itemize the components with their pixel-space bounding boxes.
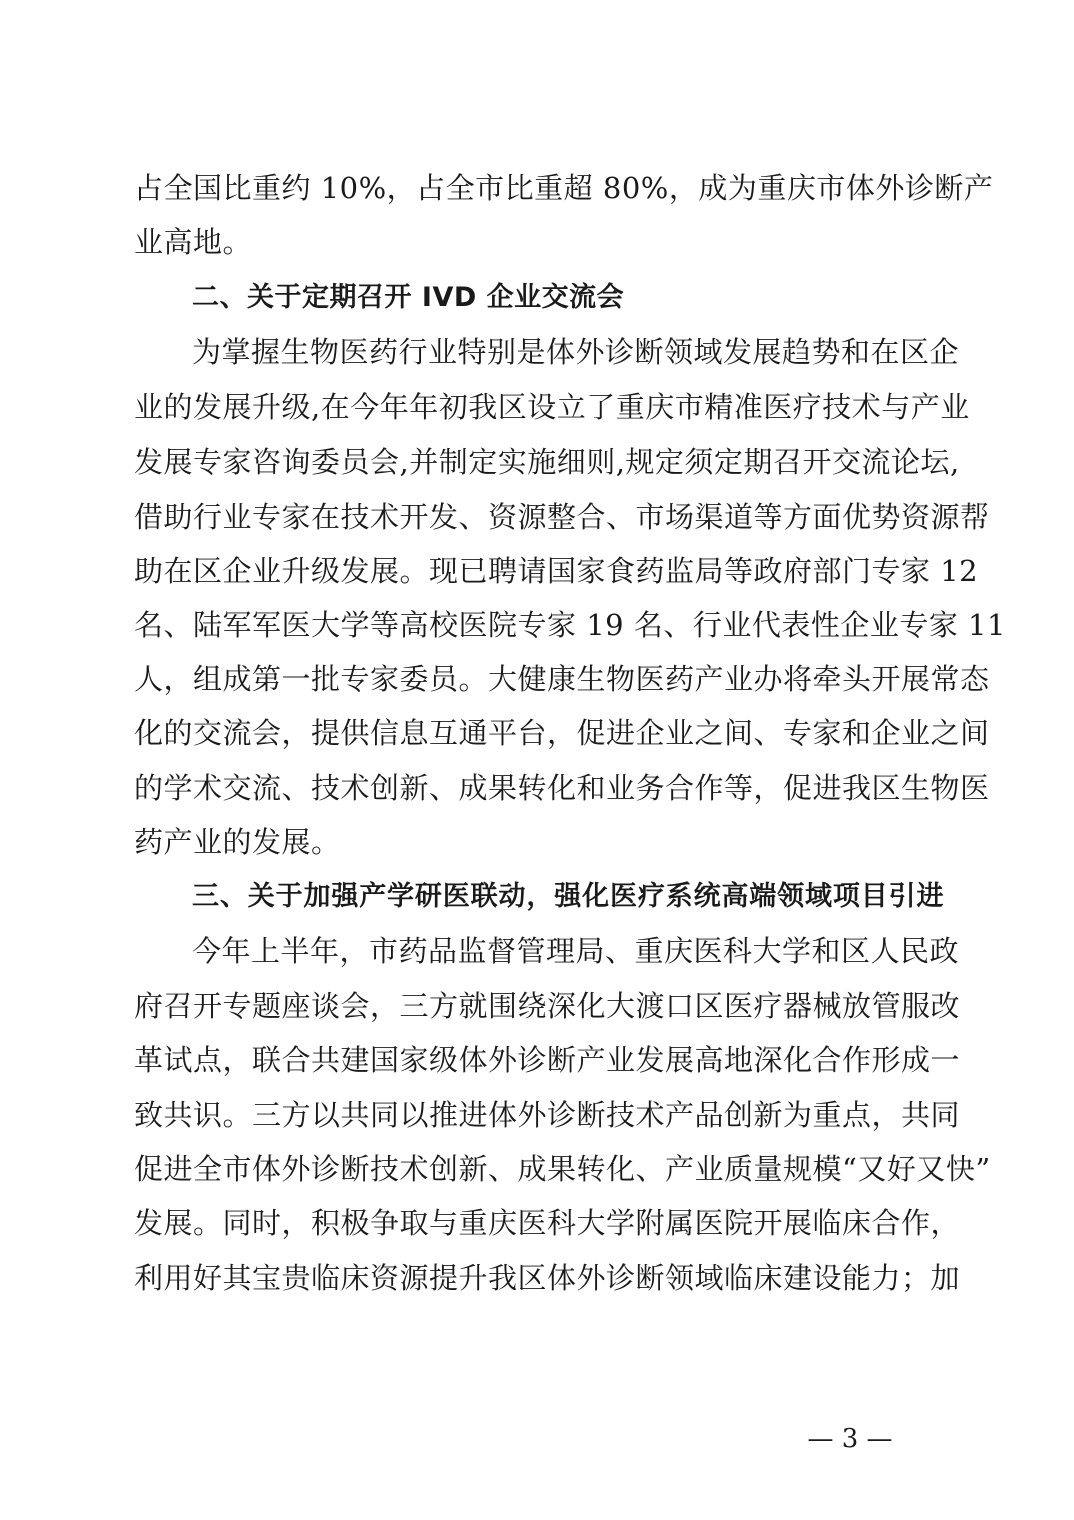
section-heading: 二、关于定期召开 IVD 企业交流会 xyxy=(192,282,625,313)
paragraph-line: 府召开专题座谈会，三方就围绕深化大渡口区医疗器械放管服改 xyxy=(134,989,961,1023)
paragraph-line: 化的交流会，提供信息互通平台，促进企业之间、专家和企业之间 xyxy=(134,716,990,750)
paragraph-line: 今年上半年，市药品监督管理局、重庆医科大学和区人民政 xyxy=(192,934,960,968)
section-heading: 三、关于加强产学研医联动，强化医疗系统高端领域项目引进 xyxy=(192,881,944,912)
paragraph-line: 人，组成第一批专家委员。大健康生物医药产业办将牵头开展常态 xyxy=(134,662,990,696)
paragraph-line: 占全国比重约 10%，占全市比重超 80%，成为重庆市体外诊断产 xyxy=(134,171,994,205)
paragraph-line: 发展。同时，积极争取与重庆医科大学附属医院开展临床合作， xyxy=(134,1206,961,1240)
paragraph-line: 业的发展升级,在今年年初我区设立了重庆市精准医疗技术与产业 xyxy=(134,390,970,424)
page-number: — 3 — xyxy=(807,1424,893,1454)
paragraph-line: 致共识。三方以共同以推进体外诊断技术产品创新为重点，共同 xyxy=(134,1098,961,1132)
paragraph-line: 业高地。 xyxy=(134,225,253,259)
paragraph-line: 名、陆军军医大学等高校医院专家 19 名、行业代表性企业专家 11 xyxy=(134,608,1006,642)
paragraph-line: 的学术交流、技术创新、成果转化和业务合作等，促进我区生物医 xyxy=(134,771,990,805)
paragraph-line: 借助行业专家在技术开发、资源整合、市场渠道等方面优势资源帮 xyxy=(134,500,990,534)
paragraph-line: 利用好其宝贵临床资源提升我区体外诊断领域临床建设能力；加 xyxy=(134,1261,961,1295)
paragraph-line: 发展专家咨询委员会,并制定实施细则,规定须定期召开交流论坛, xyxy=(134,445,960,479)
paragraph-line: 为掌握生物医药行业特别是体外诊断领域发展趋势和在区企 xyxy=(192,335,960,369)
paragraph-line: 药产业的发展。 xyxy=(134,825,341,859)
paragraph-line: 助在区企业升级发展。现已聘请国家食药监局等政府部门专家 12 xyxy=(134,554,979,588)
paragraph-line: 革试点，联合共建国家级体外诊断产业发展高地深化合作形成一 xyxy=(134,1043,961,1077)
paragraph-line: 促进全市体外诊断技术创新、成果转化、产业质量规模“又好又快” xyxy=(134,1152,991,1186)
